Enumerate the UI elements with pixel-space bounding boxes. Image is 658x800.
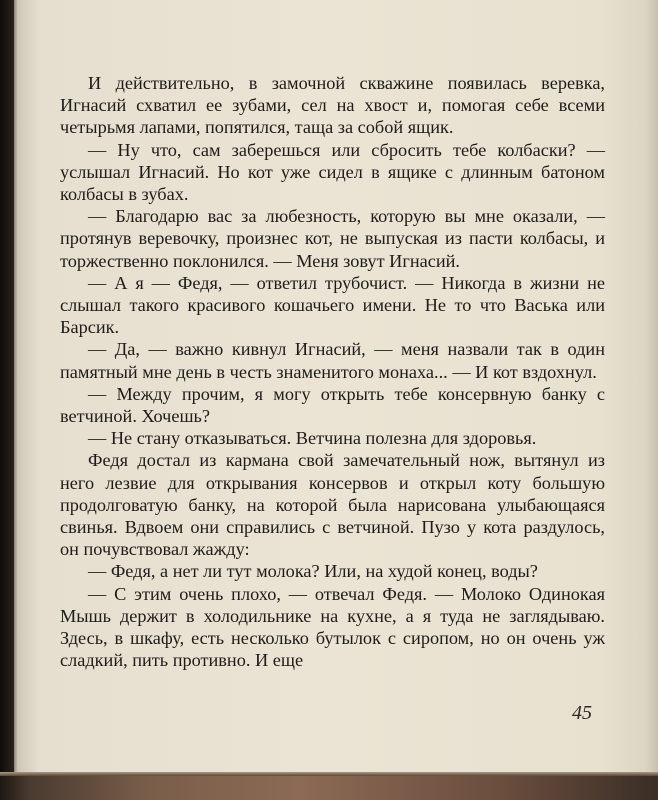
paragraph: — Между прочим, я могу открыть тебе консервную банку с ветчиной. Хочешь? xyxy=(60,383,605,427)
paragraph: — Федя, а нет ли тут молока? Или, на худой конец, воды? xyxy=(88,561,538,582)
book-spine-shadow xyxy=(0,0,14,772)
paragraph: — Ну что, сам заберешься или сбросить тебе колбаски? — услышал Игнасий. Но кот уже сидел в ящике с длинным батоном колбасы в зубах. xyxy=(60,139,605,205)
paragraph: И действительно, в замочной скважине появилась веревка, Игнасий схватил ее зубами, сел на хвост и, помогая себе всеми четырьмя лапами, попятился, таща за собой ящик. xyxy=(60,73,605,138)
paragraph: — Не стану отказываться. Ветчина полезна для здоровья. xyxy=(88,428,537,449)
paragraph: — С этим очень плохо, — отвечал Федя. — Молоко Одинокая Мышь держит в холодильнике на кухне, а я туда не заглядываю. Здесь, в шкафу, есть несколько бутылок с сиропом, но он очень уж сладкий, пить противно. И еще xyxy=(60,583,605,671)
paragraph: — Да, — важно кивнул Игнасий, — меня назвали так в один памятный мне день в честь знаменитого монаха... — И кот вздохнул. xyxy=(60,339,605,382)
book-bottom-edge xyxy=(0,772,658,800)
page-text xyxy=(60,72,605,671)
paragraph: — Благодарю вас за любезность, которую вы мне оказали, — протянув веревочку, произнес кот, не выпуская из пасти колбасы, и торжественно поклонился. — Меня зовут Игнасий. xyxy=(60,206,605,271)
page-edge-divider xyxy=(0,772,658,776)
page-number: 45 xyxy=(572,702,592,724)
paragraph: Федя достал из кармана свой замечательный нож, вытянул из него лезвие для открывания консервов и открыл коту большую продолговатую банку, на которой была нарисована улыбающаяся свинья. Вдвоем они справились с ветчиной. Пузо у кота раздулось, он почувствовал жажду: xyxy=(60,450,605,560)
paragraph: — А я — Федя, — ответил трубочист. — Никогда в жизни не слышал такого красивого кошачьего имени. Не то что Васька или Барсик. xyxy=(60,272,605,338)
